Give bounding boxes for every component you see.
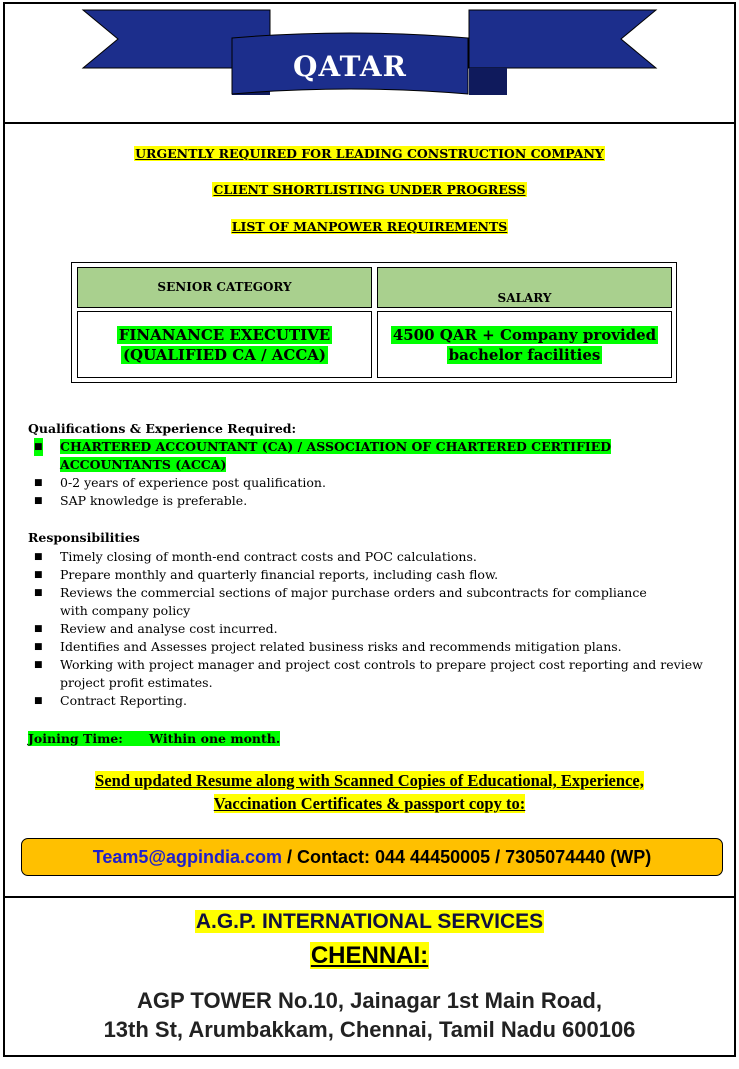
list-item: ■ Working with project manager and project cost controls to prepare project cost reporting and review project profit estimates. — [34, 657, 703, 690]
heading-urgent: URGENTLY REQUIRED FOR LEADING CONSTRUCTION COMPANY — [135, 146, 604, 161]
joining-time — [28, 731, 280, 746]
responsibilities-list — [28, 548, 708, 710]
list-item: ■ CHARTERED ACCOUNTANT (CA) / ASSOCIATION OF CHARTERED CERTIFIED ACCOUNTANTS (ACCA) — [34, 439, 612, 472]
footer-divider — [3, 896, 736, 898]
table-header-salary: SALARY — [377, 267, 672, 308]
joining-value: Within one month. — [149, 731, 281, 746]
heading-requirements: LIST OF MANPOWER REQUIREMENTS — [231, 219, 508, 234]
list-item: ■ Review and analyse cost incurred. — [34, 621, 278, 636]
qualifications-list — [28, 438, 708, 510]
list-item: ■ Contract Reporting. — [34, 693, 187, 708]
banner-title: QATAR — [293, 49, 407, 83]
table-header-category: SENIOR CATEGORY — [77, 267, 372, 308]
company-city: CHENNAI: — [310, 942, 429, 969]
table-cell-salary: 4500 QAR + Company provided bachelor facilities — [377, 311, 672, 378]
banner — [0, 0, 739, 122]
send-instructions-line1: Send updated Resume along with Scanned Copies of Educational, Experience, — [95, 771, 644, 790]
list-item: ■ Prepare monthly and quarterly financial reports, including cash flow. — [34, 567, 499, 582]
address-line2: 13th St, Arumbakkam, Chennai, Tamil Nadu 600106 — [103, 1017, 636, 1042]
list-item: ■ Reviews the commercial sections of major purchase orders and subcontracts for compliance with company policy — [34, 585, 647, 618]
list-item: ■ Timely closing of month-end contract costs and POC calculations. — [34, 549, 477, 564]
header-divider — [3, 122, 736, 124]
table-cell-position: FINANANCE EXECUTIVE (QUALIFIED CA / ACCA) — [77, 311, 372, 378]
send-instructions-line2: Vaccination Certificates & passport copy to: — [213, 794, 526, 813]
joining-label: Joining Time: — [28, 731, 123, 746]
list-item: ■ SAP knowledge is preferable. — [34, 493, 248, 508]
contact-numbers: / Contact: 044 44450005 / 7305074440 (WP) — [282, 846, 652, 867]
list-item: ■ Identifies and Assesses project related business risks and recommends mitigation plans. — [34, 639, 622, 654]
responsibilities-title: Responsibilities — [28, 530, 140, 545]
requirements-table — [71, 262, 677, 383]
qualifications-title: Qualifications & Experience Required: — [28, 421, 297, 436]
company-name: A.G.P. INTERNATIONAL SERVICES — [195, 910, 544, 933]
email-link[interactable]: Team5@agpindia.com — [92, 846, 283, 867]
address-line1: AGP TOWER No.10, Jainagar 1st Main Road, — [137, 988, 602, 1013]
heading-shortlisting: CLIENT SHORTLISTING UNDER PROGRESS — [213, 182, 526, 197]
contact-box — [21, 838, 723, 876]
list-item: ■ 0-2 years of experience post qualification. — [34, 475, 326, 490]
